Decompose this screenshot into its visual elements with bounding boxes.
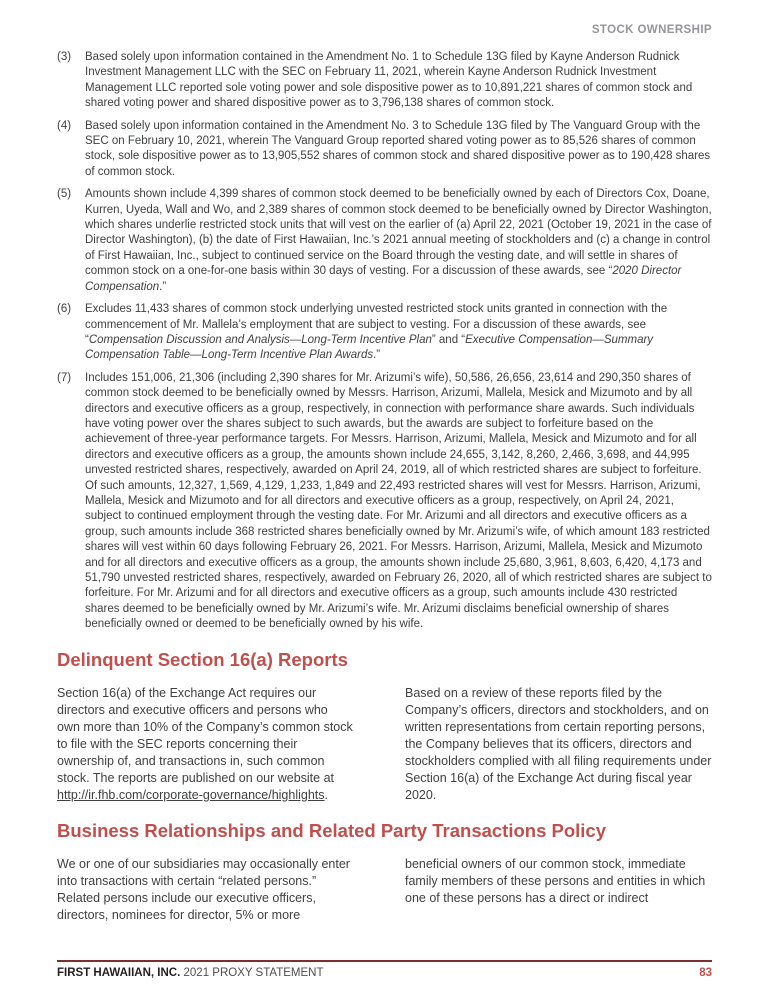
- page-number: 83: [699, 967, 712, 979]
- text-segment: .: [324, 787, 328, 802]
- text-segment: We or one of our subsidiaries may occasionally enter into transactions with certain “related persons.” Related persons include our executive officers, directors, nominees for director, 5% or more: [57, 856, 350, 922]
- footer-company-name: FIRST HAWAIIAN, INC.: [57, 967, 181, 979]
- footer-document-title: 2021 PROXY STATEMENT: [183, 967, 324, 979]
- text-segment: Based solely upon information contained in the Amendment No. 1 to Schedule 13G filed by Kayne Anderson Rudnick Investment Management LLC with the SEC on February 11, 2021, wherein Kayne Anderson Rudnick Investment Management LLC reported sole voting power and sole dispositive power as to 10,891,221 shares of common stock and shared voting power and shared dispositive power as to 3,796,138 shares of common stock.: [85, 51, 693, 110]
- text-segment: 2020 Director Compensation: [85, 265, 682, 293]
- text-segment: beneficial owners of our common stock, immediate family members of these persons and entities in which one of these persons has a direct or indirect: [405, 856, 706, 905]
- text-segment: Based on a review of these reports filed by the Company’s officers, directors and stockholders, and on written representations from certain reporting persons, the Company believes that its officers, directors and stockholders complied with all filing requirements under Section 16(a) of the Exchange Act during fiscal year 2020.: [405, 685, 712, 802]
- footnote-text: [85, 187, 712, 295]
- text-segment: Excludes 11,433 shares of common stock underlying unvested restricted stock units granted in connection with the commencement of Mr. Mallela’s employment that are subject to vesting. For a discussion of these awards, see “: [85, 303, 668, 346]
- page-footer: [57, 960, 712, 979]
- footnote-text: [85, 302, 712, 364]
- running-header: STOCK OWNERSHIP: [591, 24, 712, 36]
- footnote-number: (3): [57, 51, 72, 63]
- footer-text: [57, 967, 323, 979]
- column-right: [405, 856, 712, 924]
- section-heading: Delinquent Section 16(a) Reports: [57, 648, 348, 670]
- section-heading: Business Relationships and Related Party Transactions Policy: [57, 819, 607, 841]
- text-segment: Executive Compensation—Summary Compensation Table—Long-Term Incentive Plan Awards: [85, 333, 654, 362]
- footnote-number: (5): [57, 188, 72, 201]
- footnote-number: (4): [57, 119, 72, 132]
- text-segment: Compensation Discussion and Analysis—Long-Term Incentive Plan: [88, 333, 432, 346]
- footnote-4: [57, 119, 712, 181]
- footnote-3: [57, 50, 712, 112]
- text-segment: Section 16(a) of the Exchange Act requires our directors and executive officers and persons who own more than 10% of the Company’s common stock to file with the SEC reports concerning their ownership of, and transactions in, such common stock. The reports are published on our website at: [57, 685, 353, 785]
- text-segment: Includes 151,006, 21,306 (including 2,390 shares for Mr. Arizumi’s wife), 50,586, 26,656, 23,614 and 290,350 shares of common stock deemed to be beneficially owned by Messrs. Harrison, Arizumi, Mallela, Mesick and Mizumoto and by all directors and executive officers as a group, respectively, in connection with performance share awards. Such individuals have voting power over the shares subject to such awards, but the awards are subject to forfeiture based on the achievement of three-year performance targets. For Messrs. Harrison, Arizumi, Mallela, Mesick and Mizumoto and for all directors and executive officers as a group, the amounts shown include 24,655, 3,142, 8,260, 2,466, 3,698, and 44,995 unvested restricted shares, respectively, awarded on April 24, 2019, all of which restricted shares are subject to forfeiture. Of such amounts, 12,327, 1,569, 4,129, 1,233, 1,849 and 22,493 restricted shares will vest for Messrs. Harrison, Arizumi, Mallela, Mesick and Mizumoto and for all directors and executive officers as a group, respectively, on April 24, 2021, subject to continued employment through the vesting date. For Mr. Arizumi and all directors and executive officers as a group, such amounts include 368 restricted shares beneficially owned by Mr. Arizumi’s wife, of which amount 183 restricted shares will vest within 60 days following February 26, 2021. For Messrs. Harrison, Arizumi, Mallela, Mesick and Mizumoto and for all directors and executive officers as a group, the amounts shown include 25,680, 3,961, 8,603, 6,420, 4,173 and 51,790 unvested restricted shares, respectively, awarded on February 26, 2020, all of which restricted shares are subject to forfeiture. For Mr. Arizumi and for all directors and executive officers as a group, such amounts include 430 restricted shares deemed to be beneficially owned by Mr. Arizumi’s wife. Mr. Arizumi disclaims beneficial ownership of shares beneficially owned or deemed to be beneficially owned by his wife.: [85, 371, 712, 631]
- footnote-number: (7): [57, 371, 72, 384]
- text-segment: .”: [159, 280, 167, 293]
- section-delinquent-16a: [57, 648, 712, 804]
- text-segment: ” and “: [431, 333, 466, 346]
- text-segment: .”: [373, 349, 381, 362]
- page-content: [57, 50, 712, 924]
- column-left: [57, 856, 353, 924]
- section-related-party-policy: [57, 819, 712, 924]
- text-segment: Based solely upon information contained in the Amendment No. 3 to Schedule 13G filed by The Vanguard Group with the SEC on February 10, 2021, wherein The Vanguard Group reported shared voting power as to 85,526 shares of common stock, sole dispositive power as to 13,905,552 shares of common stock and shared dispositive power as to 190,428 shares of common stock.: [85, 119, 711, 178]
- two-column-text: [57, 685, 712, 804]
- footnote-number: (6): [57, 303, 72, 316]
- two-column-text: [57, 856, 712, 924]
- column-right: [405, 685, 712, 804]
- footnote-7: [57, 371, 712, 633]
- footnote-text: [85, 119, 712, 181]
- footnote-text: [85, 50, 712, 112]
- footnote-6: [57, 302, 712, 364]
- hyperlink[interactable]: http://ir.fhb.com/corporate-governance/highlights: [57, 787, 325, 802]
- text-segment: Amounts shown include 4,399 shares of common stock deemed to be beneficially owned by each of Directors Cox, Doane, Kurren, Uyeda, Wall and Wo, and 2,389 shares of common stock deemed to be beneficially owned by Director Washington, which shares underlie restricted stock units that will vest on the earlier of (a) April 22, 2021 (October 19, 2021 in the case of Director Washington), (b) the date of First Hawaiian, Inc.’s 2021 annual meeting of stockholders and (c) a change in control of First Hawaiian, Inc., subject to continued service on the Board through the vesting date, and will settle in shares of common stock on a one-for-one basis within 30 days of vesting. For a discussion of these awards, see “: [85, 188, 712, 278]
- column-left: [57, 685, 353, 804]
- footnote-5: [57, 187, 712, 295]
- footnote-text: [85, 371, 712, 633]
